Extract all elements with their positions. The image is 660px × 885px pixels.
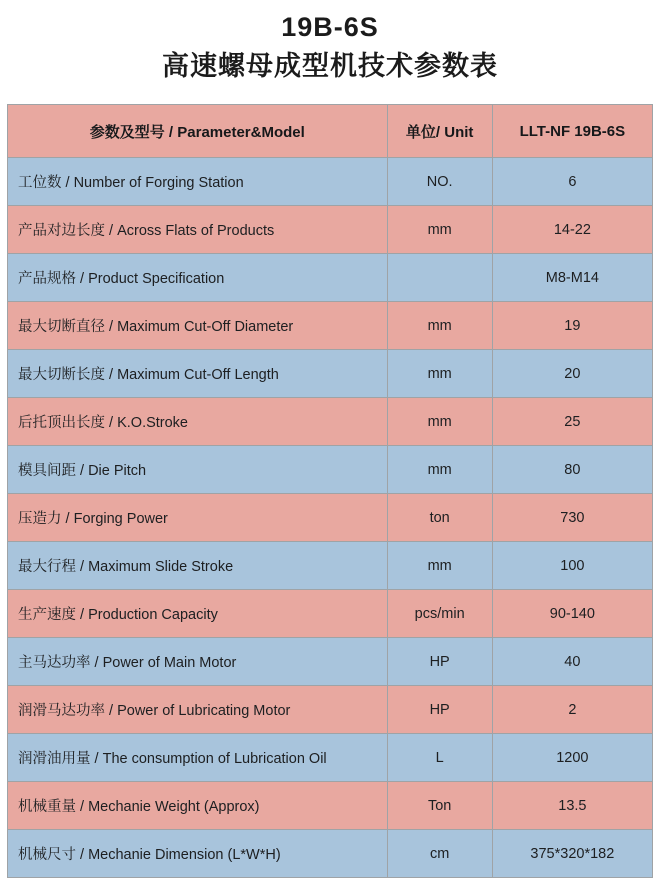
- table-row: [8, 734, 653, 782]
- cell-unit: HP: [387, 638, 492, 686]
- cell-value: M8-M14: [492, 254, 652, 302]
- cell-parameter: 润滑油用量 / The consumption of Lubrication Oil: [8, 734, 388, 782]
- table-header: [8, 105, 653, 158]
- cell-unit: mm: [387, 398, 492, 446]
- cell-unit: ton: [387, 494, 492, 542]
- table-row: [8, 686, 653, 734]
- cell-parameter: 压造力 / Forging Power: [8, 494, 388, 542]
- table-row: [8, 446, 653, 494]
- cell-parameter: 润滑马达功率 / Power of Lubricating Motor: [8, 686, 388, 734]
- cell-value: 19: [492, 302, 652, 350]
- page-title-model: 19B-6S: [281, 12, 379, 42]
- column-header-model: LLT-NF 19B-6S: [492, 105, 652, 158]
- cell-unit: mm: [387, 542, 492, 590]
- table-row: [8, 638, 653, 686]
- cell-unit: Ton: [387, 782, 492, 830]
- cell-parameter: 模具间距 / Die Pitch: [8, 446, 388, 494]
- cell-parameter: 产品规格 / Product Specification: [8, 254, 388, 302]
- cell-value: 375*320*182: [492, 830, 652, 878]
- cell-unit: [387, 254, 492, 302]
- column-header-parameter: 参数及型号 / Parameter&Model: [8, 105, 388, 158]
- table-row: [8, 254, 653, 302]
- cell-value: 730: [492, 494, 652, 542]
- cell-unit: mm: [387, 350, 492, 398]
- cell-value: 90-140: [492, 590, 652, 638]
- cell-value: 20: [492, 350, 652, 398]
- cell-unit: NO.: [387, 158, 492, 206]
- cell-parameter: 生产速度 / Production Capacity: [8, 590, 388, 638]
- table-row: [8, 542, 653, 590]
- table-header-row: [8, 105, 653, 158]
- cell-unit: mm: [387, 446, 492, 494]
- cell-unit: cm: [387, 830, 492, 878]
- table-row: [8, 494, 653, 542]
- cell-value: 14-22: [492, 206, 652, 254]
- cell-parameter: 最大切断长度 / Maximum Cut-Off Length: [8, 350, 388, 398]
- table-body: [8, 158, 653, 878]
- table-row: [8, 158, 653, 206]
- cell-value: 40: [492, 638, 652, 686]
- page-title-main: 高速螺母成型机技术参数表: [162, 51, 498, 81]
- cell-value: 6: [492, 158, 652, 206]
- cell-parameter: 产品对边长度 / Across Flats of Products: [8, 206, 388, 254]
- cell-value: 25: [492, 398, 652, 446]
- cell-unit: mm: [387, 206, 492, 254]
- specification-table: [7, 104, 653, 878]
- table-row: [8, 590, 653, 638]
- table-row: [8, 350, 653, 398]
- cell-value: 80: [492, 446, 652, 494]
- table-row: [8, 398, 653, 446]
- cell-parameter: 主马达功率 / Power of Main Motor: [8, 638, 388, 686]
- cell-value: 1200: [492, 734, 652, 782]
- title-block: [0, 0, 660, 86]
- cell-value: 100: [492, 542, 652, 590]
- cell-unit: mm: [387, 302, 492, 350]
- cell-parameter: 最大切断直径 / Maximum Cut-Off Diameter: [8, 302, 388, 350]
- table-row: [8, 830, 653, 878]
- cell-parameter: 后托顶出长度 / K.O.Stroke: [8, 398, 388, 446]
- cell-value: 13.5: [492, 782, 652, 830]
- cell-unit: HP: [387, 686, 492, 734]
- cell-value: 2: [492, 686, 652, 734]
- cell-parameter: 机械尺寸 / Mechanie Dimension (L*W*H): [8, 830, 388, 878]
- table-row: [8, 206, 653, 254]
- table-row: [8, 782, 653, 830]
- cell-parameter: 最大行程 / Maximum Slide Stroke: [8, 542, 388, 590]
- cell-parameter: 工位数 / Number of Forging Station: [8, 158, 388, 206]
- cell-parameter: 机械重量 / Mechanie Weight (Approx): [8, 782, 388, 830]
- column-header-unit: 单位/ Unit: [387, 105, 492, 158]
- table-row: [8, 302, 653, 350]
- cell-unit: pcs/min: [387, 590, 492, 638]
- cell-unit: L: [387, 734, 492, 782]
